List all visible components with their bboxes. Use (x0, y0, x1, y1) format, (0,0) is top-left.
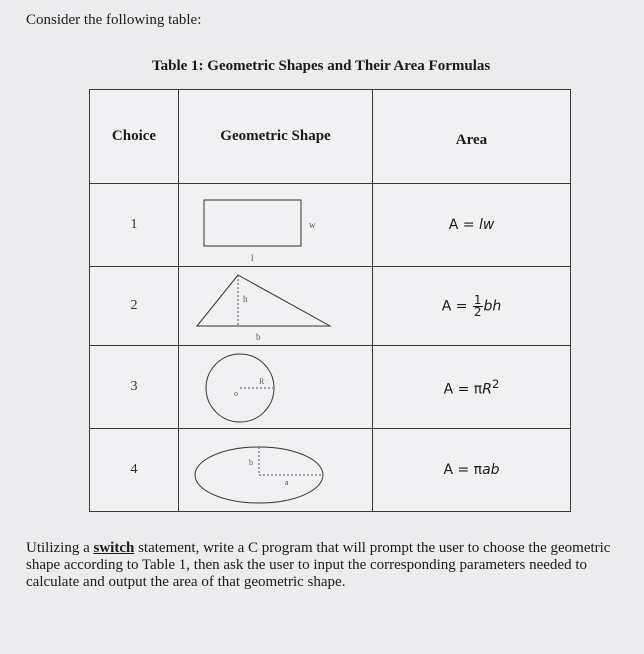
ellipse-b-label: b (249, 458, 253, 467)
table-row (90, 184, 571, 267)
header-shape: Geometric Shape (179, 90, 373, 184)
rectangle-length-label: l (251, 253, 254, 263)
fraction-numerator: 1 (473, 292, 482, 307)
shape-cell (179, 429, 373, 512)
table-caption: Table 1: Geometric Shapes and Their Area Formulas (152, 58, 491, 74)
table-row (90, 267, 571, 346)
table-header-row (90, 90, 571, 184)
choice-number: 2 (90, 267, 179, 346)
area-formula (373, 429, 571, 512)
triangle-base-label: b (256, 332, 261, 342)
ellipse-figure (179, 429, 373, 511)
shape-cell (179, 267, 373, 346)
circle-radius-label: R (259, 377, 265, 386)
formula-rhs: lw (478, 217, 495, 233)
triangle-shape (197, 275, 330, 326)
ellipse-a-label: a (285, 478, 289, 487)
header-area: Area (373, 90, 571, 184)
triangle-height-label: h (243, 294, 248, 304)
circle-center-label: o (234, 389, 238, 398)
switch-keyword: switch (93, 540, 135, 556)
table-row (90, 346, 571, 429)
formula-rhs: R (482, 381, 492, 398)
question-part2: statement, write a C program that will prompt the user to choose the geometric shape according to Table 1, then ask the user to input the corresponding parameters needed to calculate and output the area of that geometric shape. (26, 540, 611, 590)
choice-number: 1 (90, 184, 179, 267)
rectangle-shape (204, 200, 301, 246)
question-text (26, 540, 626, 591)
formula-lhs: A = π (443, 462, 483, 478)
intro-text: Consider the following table: (26, 12, 202, 28)
shape-cell (179, 184, 373, 267)
area-formula (373, 184, 571, 267)
fraction (473, 292, 483, 319)
header-choice: Choice (90, 90, 179, 184)
question-part1: Utilizing a (26, 540, 94, 556)
formula-rhs: bh (483, 298, 502, 314)
area-formula (373, 346, 571, 429)
choice-number: 3 (90, 346, 179, 429)
formula-lhs: A = (448, 217, 479, 233)
formula-rhs: ab (482, 462, 500, 478)
rectangle-figure (179, 184, 373, 266)
formula-lhs: A = (441, 298, 472, 314)
choice-number: 4 (90, 429, 179, 512)
shape-cell (179, 346, 373, 429)
formula-exponent: 2 (491, 376, 500, 391)
formula-lhs: A = π (443, 381, 483, 398)
area-formula (373, 267, 571, 346)
rectangle-width-label: w (309, 220, 316, 230)
table-row (90, 429, 571, 512)
circle-figure (179, 346, 373, 428)
fraction-denominator: 2 (473, 304, 482, 319)
shapes-table (89, 89, 571, 512)
triangle-figure (179, 267, 373, 345)
